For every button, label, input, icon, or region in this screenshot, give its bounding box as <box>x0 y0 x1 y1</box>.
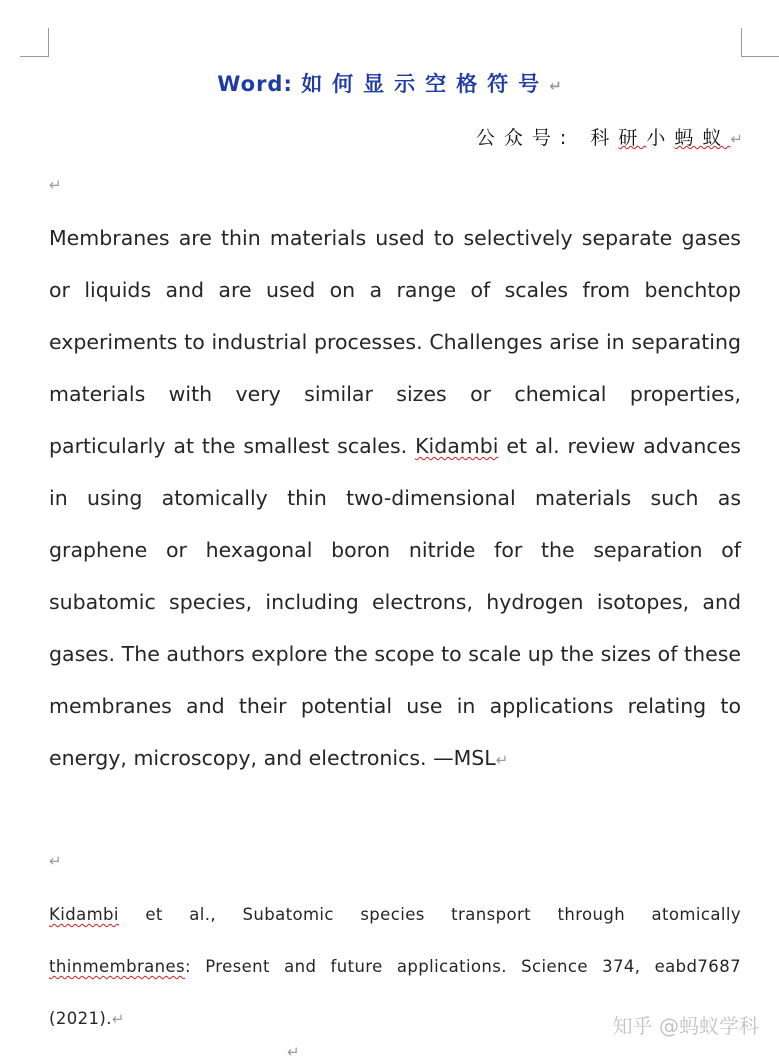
paragraph-mark-icon: ↵ <box>495 751 509 769</box>
page-corner-mark-top-left <box>20 28 49 57</box>
body-text-part: et al. review advances in using atomically thin two-dimensional materials such as graphene or hexagonal boron nitride for the separation of subatomic species, including electrons, hydrogen isotopes, and gases. The authors explore the scope to scale up the sizes of these membranes and their potential use in applications relating to energy, microscopy, and electronics. —MSL <box>49 434 741 770</box>
reference-text-part: et al., Subatomic species transport through atomically <box>118 905 741 924</box>
empty-paragraph-mark-icon: ↵ <box>49 176 62 194</box>
byline-name-char: 科 <box>590 127 619 149</box>
byline-name-char-misspelled: 蚂 <box>674 127 703 149</box>
byline[interactable] <box>476 123 743 150</box>
byline-name-char-misspelled: 研 <box>618 127 647 149</box>
title-cjk: 如何显示空格符号 <box>301 72 550 96</box>
empty-paragraph-mark-icon: ↵ <box>49 852 62 870</box>
body-paragraph[interactable] <box>49 212 741 786</box>
paragraph-mark-icon: ↵ <box>111 1010 125 1028</box>
watermark: 知乎 @蚂蚁学科 <box>612 1014 759 1038</box>
spellcheck-flagged-word: Kidambi <box>415 434 499 458</box>
document-title[interactable] <box>0 68 779 98</box>
reference-text-part: : Present and future applications. Science 374, eabd7687 (2021). <box>49 957 741 1028</box>
byline-name-char-misspelled: 蚁 <box>702 127 731 149</box>
title-latin: Word: <box>217 72 293 96</box>
byline-name-char: 小 <box>646 127 675 149</box>
spellcheck-flagged-word: Kidambi <box>49 905 119 924</box>
body-text-part: Membranes are thin materials used to selectively separate gases or liquids and are used on a range of scales from benchtop experiments to industrial processes. Challenges arise in separating materials with very similar sizes or chemical properties, particularly at the smallest scales. <box>49 226 741 458</box>
byline-label: 公众号: <box>475 127 576 149</box>
page-corner-mark-top-right <box>741 28 779 57</box>
empty-paragraph-mark-icon: ↵ <box>287 1043 300 1061</box>
paragraph-mark-icon: ↵ <box>730 130 743 148</box>
spellcheck-flagged-word: thinmembranes <box>49 957 186 976</box>
paragraph-mark-icon: ↵ <box>549 77 562 95</box>
